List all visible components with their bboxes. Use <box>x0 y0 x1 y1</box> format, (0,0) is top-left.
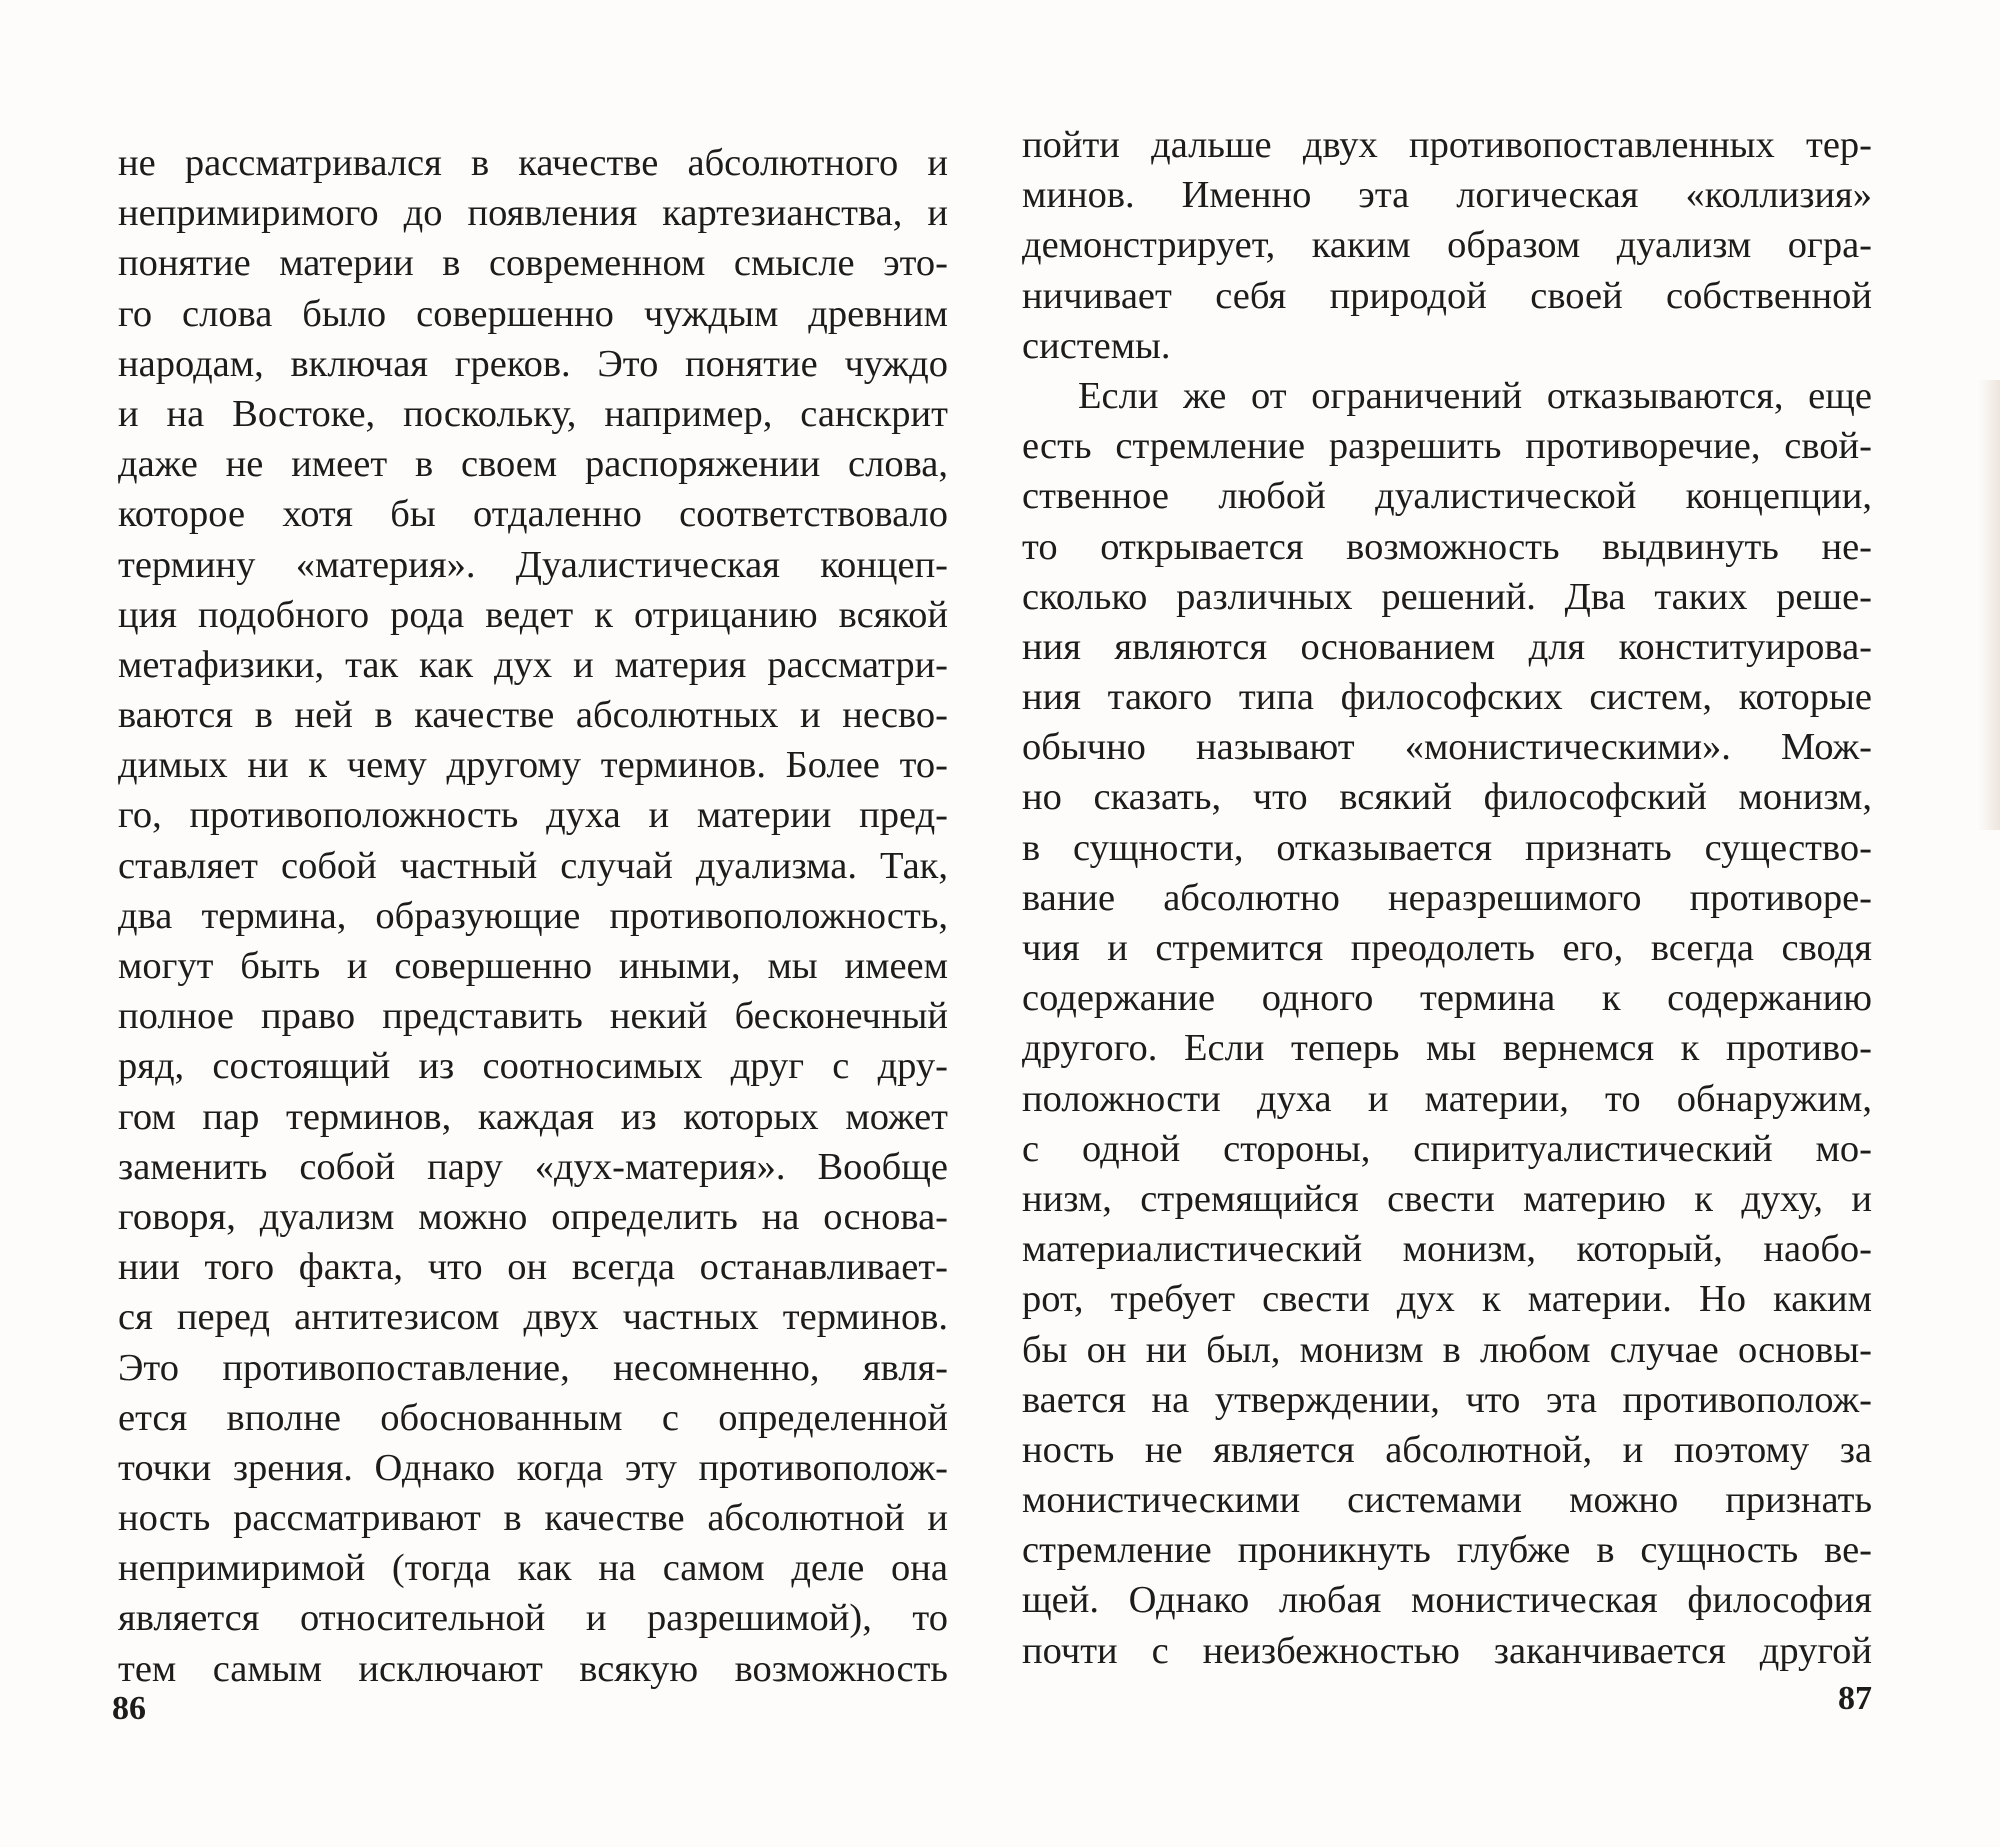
text-line: бы он ни был, монизм в любом случае основы- <box>1022 1328 1872 1371</box>
text-line: народам, включая греков. Это понятие чуждо <box>118 342 948 385</box>
text-line: даже не имеет в своем распоряжении слова, <box>118 443 948 486</box>
text-line: полное право представить некий бесконечный <box>118 995 948 1038</box>
text-line: термину «материя». Дуалистическая концеп- <box>118 543 948 586</box>
text-line: сколько различных решений. Два таких реше- <box>1022 575 1872 618</box>
text-line: ния такого типа философских систем, которые <box>1022 676 1872 719</box>
text-line: непримиримого до появления картезианства, и <box>118 192 948 235</box>
text-line: ряд, состоящий из соотносимых друг с дру- <box>118 1045 948 1088</box>
text-line: го, противоположность духа и материи пред- <box>118 794 948 837</box>
text-line: есть стремление разрешить противоречие, свой- <box>1022 425 1872 468</box>
text-line: другого. Если теперь мы вернемся к противо- <box>1022 1027 1872 1070</box>
text-line: положности духа и материи, то обнаружим, <box>1022 1077 1872 1120</box>
text-line: метафизики, так как дух и материя рассматри- <box>118 643 948 686</box>
left-page-text <box>118 138 948 1694</box>
text-line: го слова было совершенно чуждым древним <box>118 292 948 335</box>
text-line: точки зрения. Однако когда эту противополож- <box>118 1446 948 1489</box>
text-line: ваются в ней в качестве абсолютных и несво- <box>118 694 948 737</box>
text-line: щей. Однако любая монистическая философия <box>1022 1579 1872 1622</box>
text-line: ственное любой дуалистической концепции, <box>1022 475 1872 518</box>
text-line: непримиримой (тогда как на самом деле она <box>118 1547 948 1590</box>
text-line: пойти дальше двух противопоставленных тер- <box>1022 124 1872 166</box>
text-line: говоря, дуализм можно определить на основа- <box>118 1195 948 1238</box>
text-line: материалистический монизм, который, наобо- <box>1022 1228 1872 1271</box>
text-line: ся перед антитезисом двух частных терминов. <box>118 1296 948 1339</box>
text-line: является относительной и разрешимой), то <box>118 1597 948 1640</box>
text-line: минов. Именно эта логическая «коллизия» <box>1022 174 1872 217</box>
text-line: то открывается возможность выдвинуть не- <box>1022 525 1872 568</box>
text-line: димых ни к чему другому терминов. Более то- <box>118 744 948 787</box>
text-line: и на Востоке, поскольку, например, санскрит <box>118 392 948 435</box>
text-line: но сказать, что всякий философский монизм, <box>1022 776 1872 819</box>
text-line: чия и стремится преодолеть его, всегда сводя <box>1022 927 1872 969</box>
text-line: два термина, образующие противоположность, <box>118 894 948 937</box>
page-number-right: 87 <box>1838 1680 1872 1717</box>
text-line: Это противопоставление, несомненно, явля- <box>118 1346 948 1389</box>
text-line: которое хотя бы отдаленно соответствовало <box>118 493 948 536</box>
text-line: понятие материи в современном смысле это- <box>118 242 948 285</box>
text-line: с одной стороны, спиритуалистический мо- <box>1022 1127 1872 1170</box>
text-line: тем самым исключают всякую возможность <box>118 1647 948 1690</box>
text-line: демонстрирует, каким образом дуализм огра- <box>1022 224 1872 267</box>
text-line: вание абсолютно неразрешимого противоре- <box>1022 876 1872 919</box>
text-line: заменить собой пару «дух-материя». Вообще <box>118 1145 948 1188</box>
page-edge-shadow <box>1978 380 2000 830</box>
page-number-left: 86 <box>112 1690 146 1727</box>
text-line: ставляет собой частный случай дуализма. Так, <box>118 844 948 887</box>
text-line: системы. <box>1022 324 1171 367</box>
text-line: вается на утверждении, что эта противополож- <box>1022 1378 1872 1421</box>
text-line: монистическими системами можно признать <box>1022 1479 1872 1522</box>
text-line: ется вполне обоснованным с определенной <box>118 1396 948 1439</box>
text-line: рот, требует свести дух к материи. Но каким <box>1022 1278 1872 1321</box>
text-line: почти с неизбежностью заканчивается другой <box>1022 1629 1872 1672</box>
text-line: ность не является абсолютной, и поэтому за <box>1022 1428 1872 1471</box>
text-line: ность рассматривают в качестве абсолютной и <box>118 1497 948 1540</box>
text-line: гом пар терминов, каждая из которых может <box>118 1095 948 1138</box>
right-page-text <box>1022 120 1872 1676</box>
text-line: нии того факта, что он всегда останавливает- <box>118 1246 948 1289</box>
text-line: ция подобного рода ведет к отрицанию всякой <box>118 593 948 636</box>
text-line: низм, стремящийся свести материю к духу, и <box>1022 1177 1872 1220</box>
text-line: Если же от ограничений отказываются, еще <box>1078 374 1872 417</box>
text-line: могут быть и совершенно иными, мы имеем <box>118 945 948 987</box>
text-line: в сущности, отказывается признать существо- <box>1022 826 1872 869</box>
text-line: стремление проникнуть глубже в сущность ве- <box>1022 1529 1872 1572</box>
text-line: ничивает себя природой своей собственной <box>1022 274 1872 317</box>
text-line: ния являются основанием для конституирова- <box>1022 625 1872 668</box>
text-line: обычно называют «монистическими». Мож- <box>1022 726 1872 769</box>
text-line: не рассматривался в качестве абсолютного и <box>118 142 948 184</box>
text-line: содержание одного термина к содержанию <box>1022 977 1872 1020</box>
